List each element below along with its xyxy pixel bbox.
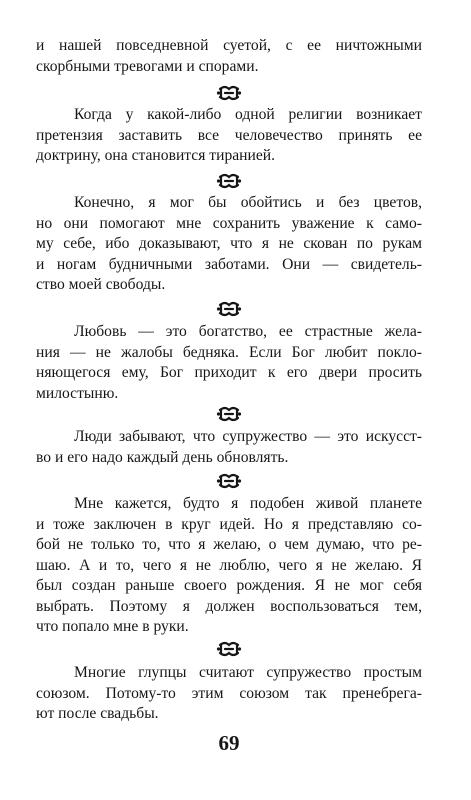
text-line: Конечно, я мог бы обойтись и без цветов, bbox=[74, 194, 422, 211]
fleuron-ornament-icon bbox=[216, 84, 242, 102]
text-line: и тоже заключен в круг идей. Но я представляю со- bbox=[36, 515, 422, 533]
paragraph-1 bbox=[36, 36, 422, 77]
text-line: во и его надо каждый день обновлять. bbox=[36, 448, 289, 466]
text-line: и нашей повседневной суетой, с ее ничтожными bbox=[36, 37, 422, 54]
fleuron-ornament-icon bbox=[216, 172, 242, 190]
text-line: Любовь — это богатство, ее страстные жела- bbox=[74, 323, 422, 340]
text-line: что попало мне в руки. bbox=[36, 618, 189, 635]
text-line: Когда у какой-либо одной религии возникает bbox=[74, 106, 422, 123]
text-line: выбрать. Поэтому я должен воспользоваться тем, bbox=[36, 597, 422, 615]
text-line: доктрину, она становится тиранией. bbox=[36, 147, 276, 164]
text-line: му себе, ибо доказывают, что я не скован по рукам bbox=[36, 235, 422, 252]
fleuron-ornament-icon bbox=[216, 472, 242, 490]
text-line: но они помогают мне сохранить уважение к само- bbox=[36, 214, 422, 232]
text-line: Мне кажется, будто я подобен живой планете bbox=[74, 495, 422, 512]
text-line: претензия заставить все человечество принять ее bbox=[36, 126, 422, 144]
book-page bbox=[36, 0, 422, 800]
fleuron-ornament-icon bbox=[216, 640, 242, 658]
text-line: няющегося ему, Бог приходит к его двери просить bbox=[36, 364, 422, 381]
paragraph-7 bbox=[36, 663, 422, 725]
text-line: Люди забывают, что супружество — это искусст- bbox=[74, 428, 422, 445]
paragraph-5 bbox=[36, 427, 422, 468]
text-line: скорбными тревогами и спорами. bbox=[36, 57, 259, 75]
text-line: ют после свадьбы. bbox=[36, 705, 159, 722]
text-line: был создан раньше своего рождения. Я не мог себя bbox=[36, 577, 422, 594]
text-line: и ногам будничными заботами. Они — свидетель- bbox=[36, 255, 422, 273]
fleuron-ornament-icon bbox=[216, 405, 242, 423]
fleuron-ornament-icon bbox=[216, 300, 242, 318]
paragraph-4 bbox=[36, 322, 422, 404]
paragraph-3 bbox=[36, 193, 422, 296]
text-line: ство моей свободы. bbox=[36, 276, 166, 293]
paragraph-6 bbox=[36, 494, 422, 638]
text-line: ния — не жалобы бедняка. Если Бог любит покло- bbox=[36, 343, 422, 361]
text-line: шаю. А и то, чего я не люблю, чего я не желаю. Я bbox=[36, 556, 422, 574]
text-line: милостыню. bbox=[36, 384, 119, 402]
text-line: союзом. Потому-то этим союзом так пренебрега- bbox=[36, 684, 422, 702]
paragraph-2 bbox=[36, 105, 422, 167]
text-line: Многие глупцы считают супружество простым bbox=[74, 664, 422, 681]
text-line: бой не только то, что я желаю, о чем думаю, что ре- bbox=[36, 536, 422, 553]
page-number: 69 bbox=[218, 731, 240, 755]
